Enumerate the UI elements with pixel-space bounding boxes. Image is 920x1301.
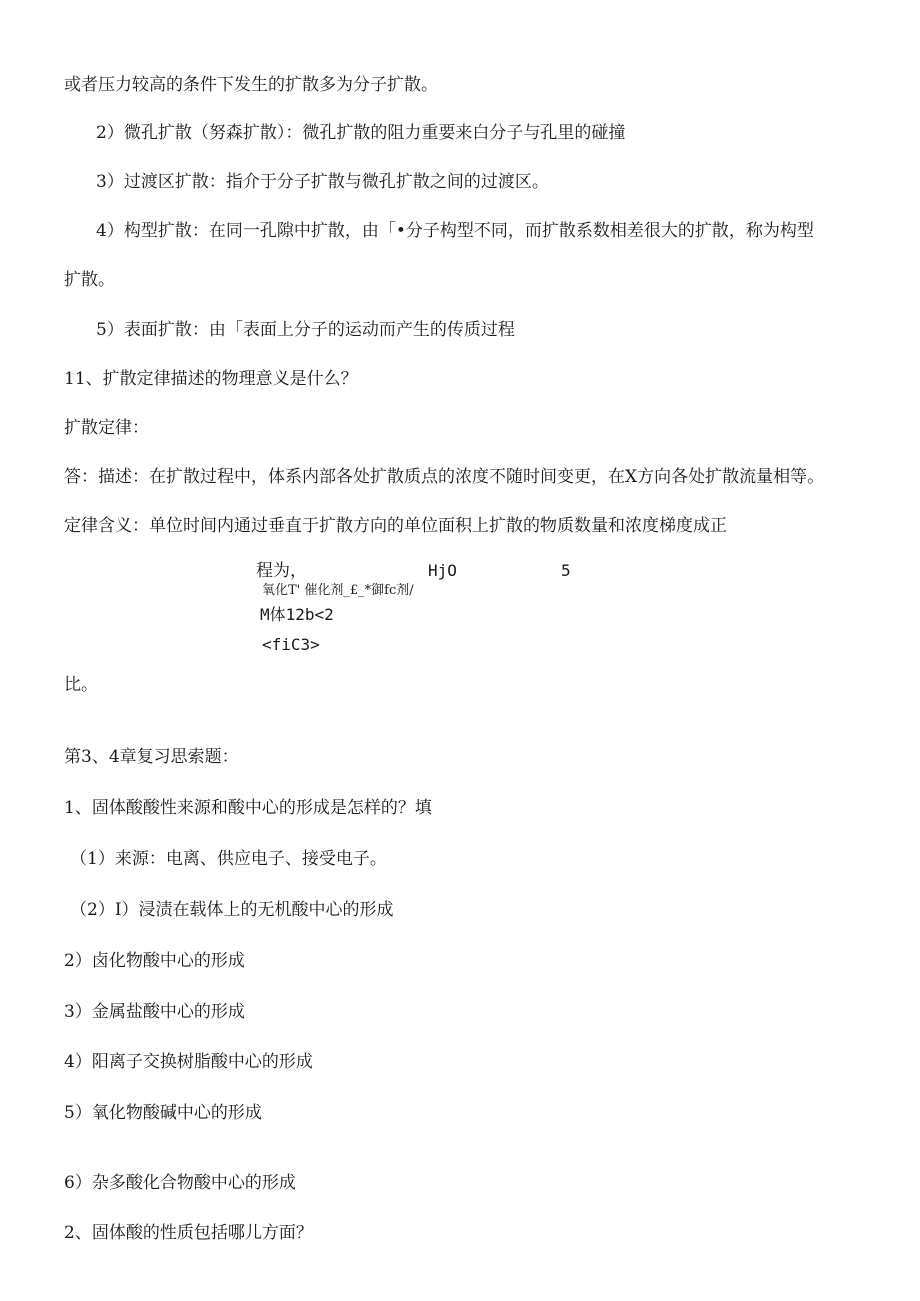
question-heading: 11、扩散定律描述的物理意义是什么？ <box>64 369 358 389</box>
paragraph-line: 扩散定律： <box>64 418 149 438</box>
list-item: （1）来源：电离、供应电子、接受电子。 <box>70 849 387 869</box>
answer-line: 答：描述：在扩散过程中，体系内部各处扩散质点的浓度不随时间变更，在X方向各处扩散流量相等。 <box>64 467 825 487</box>
paragraph-line: 比。 <box>64 675 98 695</box>
list-item: 6）杂多酸化合物酸中心的形成 <box>64 1173 296 1193</box>
paragraph-line: 扩散。 <box>64 270 115 290</box>
list-item: 4）阳离子交换树脂酸中心的形成 <box>64 1052 313 1072</box>
formula-fragment: M体12b<2 <box>260 605 334 624</box>
list-item: 5）氧化物酸碱中心的形成 <box>64 1103 262 1123</box>
section-heading: 第3、4章复习思索题： <box>64 747 239 767</box>
formula-fragment: 5 <box>561 561 571 580</box>
list-item: 3）过渡区扩散：指介于分子扩散与微孔扩散之间的过渡区。 <box>96 172 549 192</box>
list-item: 4）构型扩散：在同一孔隙中扩散，由「•分子构型不同，而扩散系数相差很大的扩散，称为构型 <box>96 221 814 241</box>
formula-fragment: HjO <box>428 561 457 580</box>
list-item: （2）I）浸渍在载体上的无机酸中心的形成 <box>70 900 394 920</box>
paragraph-line: 或者压力较高的条件下发生的扩散多为分子扩散。 <box>64 75 438 95</box>
list-item: 2）卤化物酸中心的形成 <box>64 951 245 971</box>
formula-fragment: <fiC3> <box>262 635 320 654</box>
question-heading: 2、固体酸的性质包括哪儿方面？ <box>64 1223 313 1243</box>
list-item: 5）表面扩散：由「表面上分子的运动而产生的传质过程 <box>96 320 515 340</box>
formula-fragment: 氧化T' 催化剂_£_*御fc剂/ <box>262 583 414 598</box>
list-item: 2）微孔扩散（努森扩散）：微孔扩散的阻力重要来白分子与孔里的碰撞 <box>96 123 626 143</box>
paragraph-line: 定律含义：单位时间内通过垂直于扩散方向的单位面积上扩散的物质数量和浓度梯度成正 <box>64 516 727 536</box>
question-heading: 1、固体酸酸性来源和酸中心的形成是怎样的？填 <box>64 798 432 818</box>
list-item: 3）金属盐酸中心的形成 <box>64 1002 245 1022</box>
formula-label: 程为， <box>256 561 307 581</box>
